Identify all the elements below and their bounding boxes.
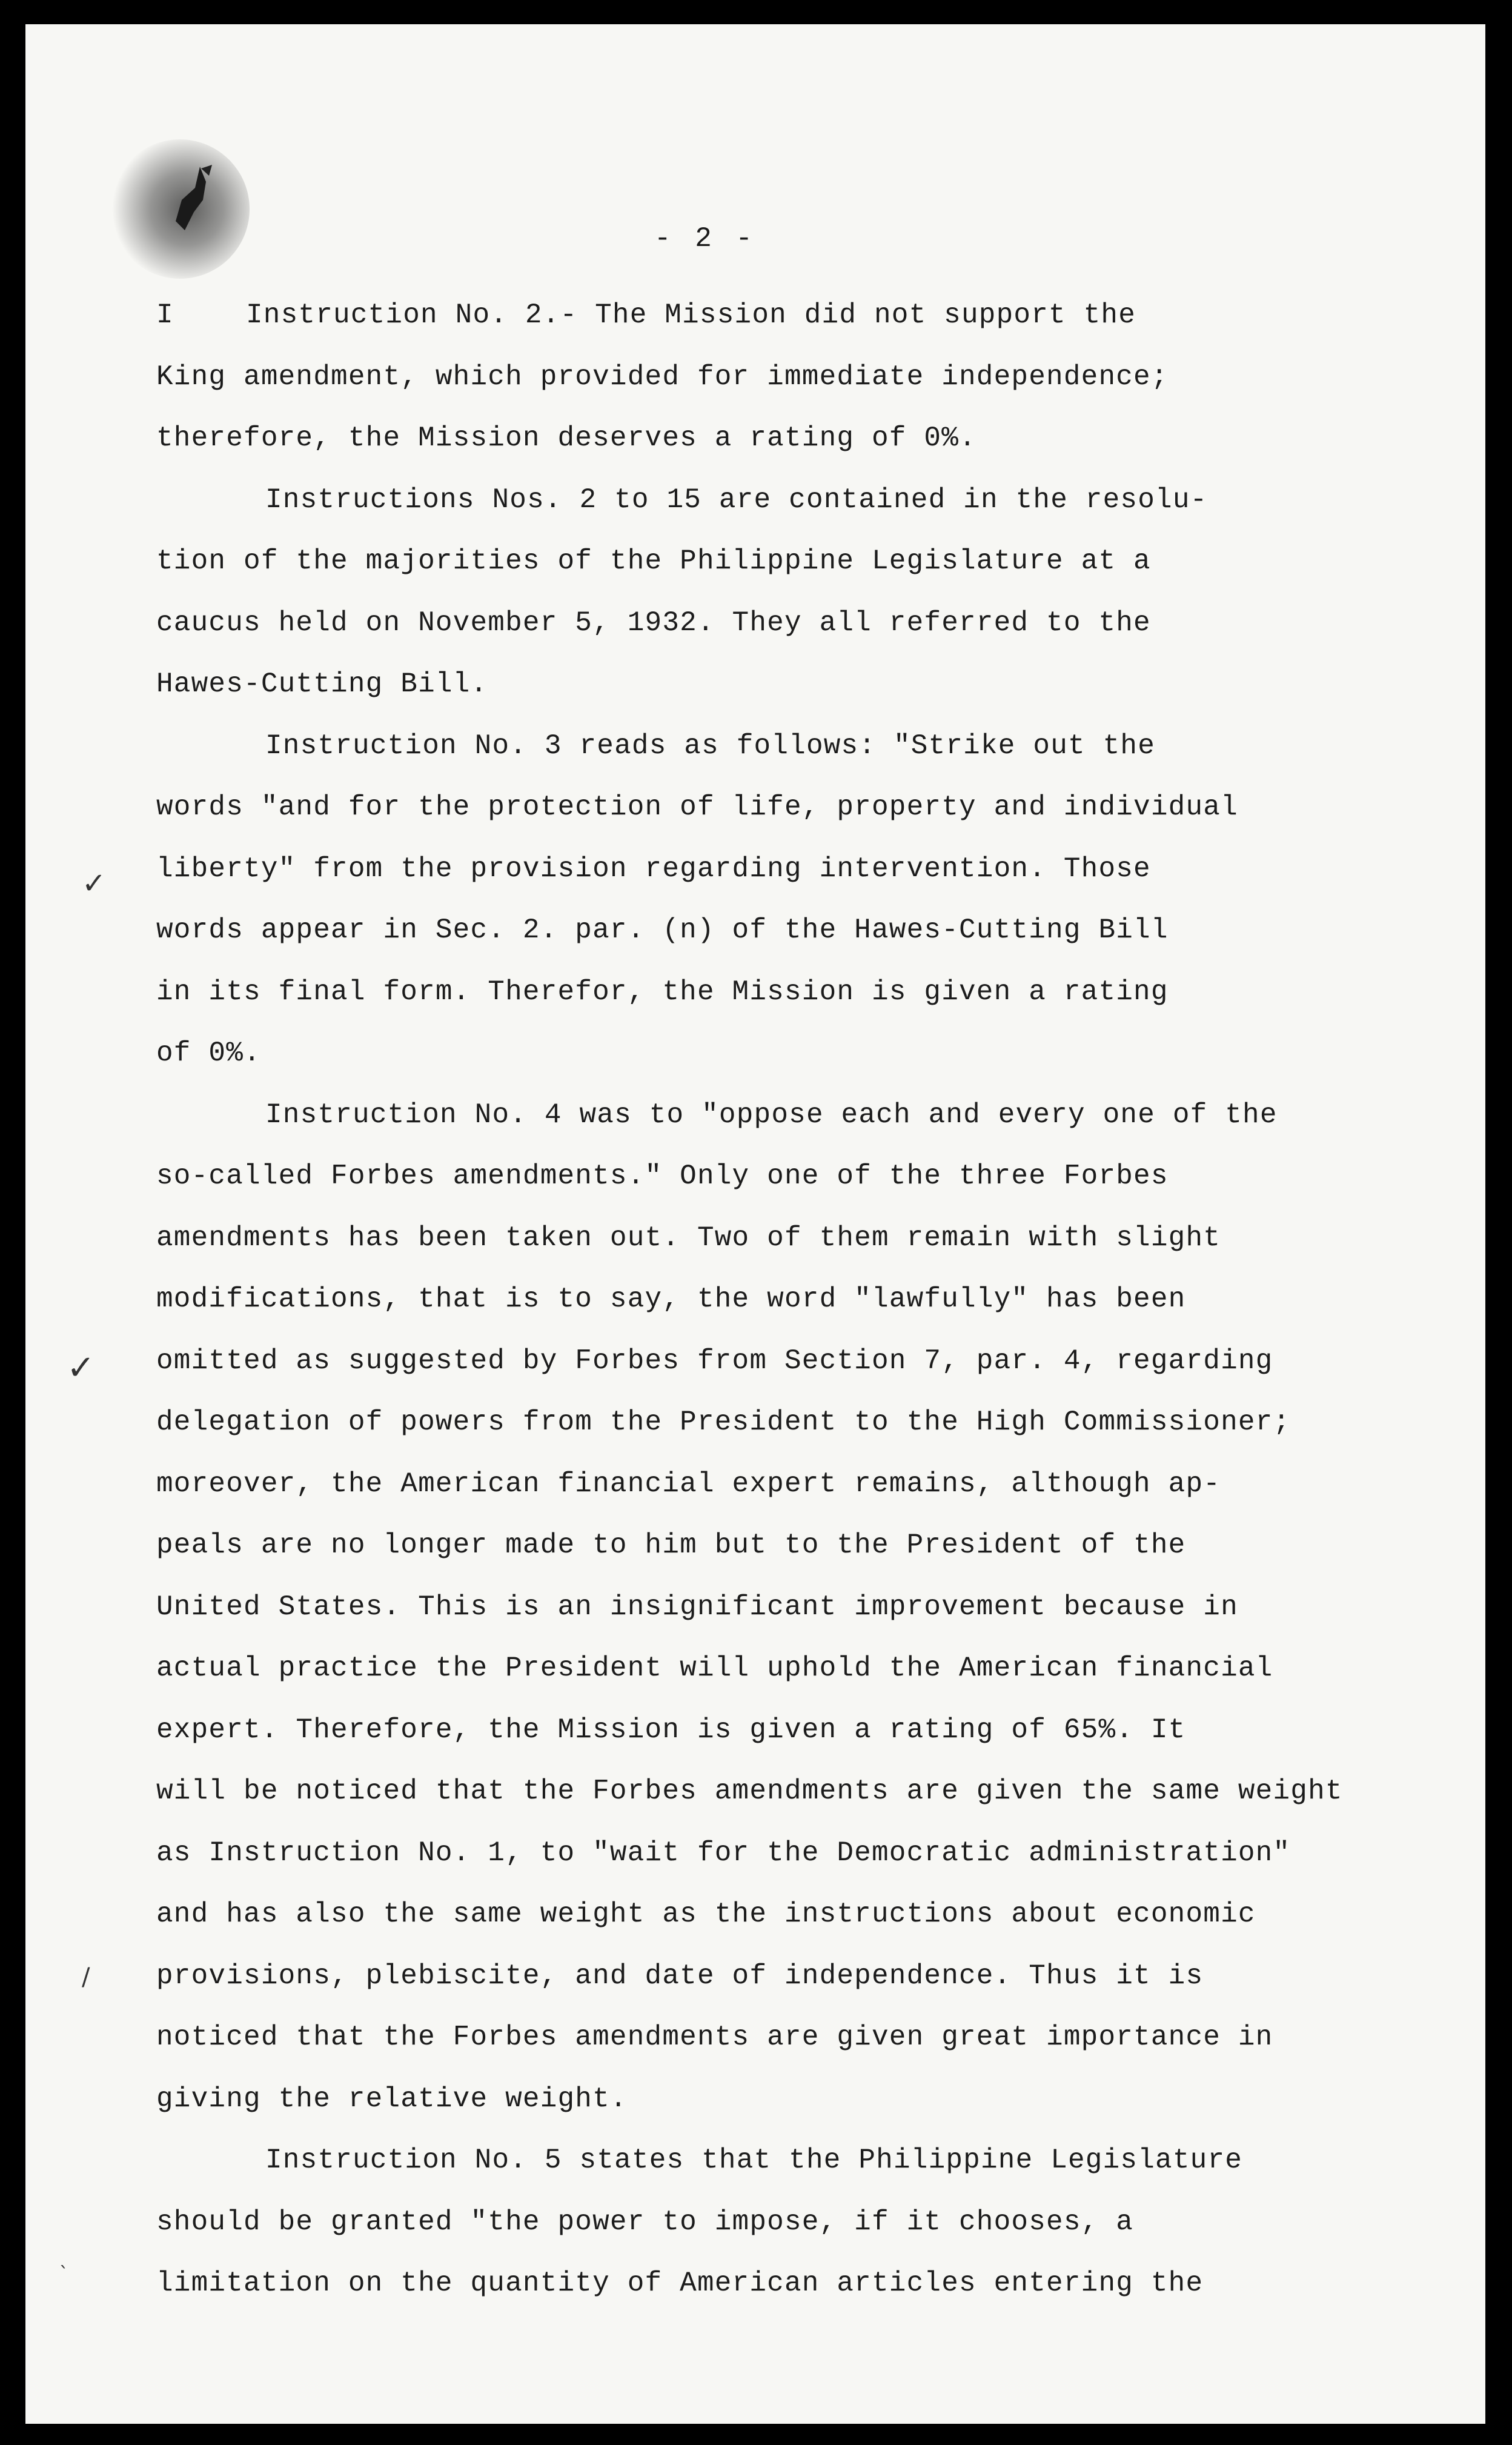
text-line: omitted as suggested by Forbes from Section 7, par. 4, regarding (156, 1345, 1273, 1377)
text-line: King amendment, which provided for immediate independence; (156, 361, 1169, 393)
text-line: noticed that the Forbes amendments are given great importance in (156, 2021, 1273, 2053)
paragraph-3 (156, 716, 1404, 1085)
text-line: modifications, that is to say, the word "lawfully" has been (156, 1283, 1186, 1315)
text-line: so-called Forbes amendments." Only one of the three Forbes (156, 1160, 1169, 1192)
text-line: amendments has been taken out. Two of them remain with slight (156, 1222, 1221, 1254)
text-line: Hawes-Cutting Bill. (156, 668, 488, 700)
paragraph-4 (156, 1085, 1404, 2131)
text-line: delegation of powers from the President to the High Commissioner; (156, 1406, 1291, 1438)
text-line: and has also the same weight as the instructions about economic (156, 1898, 1256, 1930)
text-line: peals are no longer made to him but to the President of the (156, 1529, 1186, 1561)
margin-roman-numeral: I (156, 299, 174, 331)
text-line: will be noticed that the Forbes amendments are given the same weight (156, 1775, 1343, 1807)
text-line: therefore, the Mission deserves a rating of 0%. (156, 422, 976, 454)
document-body (156, 285, 1404, 2315)
text-line: United States. This is an insignificant improvement because in (156, 1591, 1238, 1623)
text-line: tion of the majorities of the Philippine Legislature at a (156, 545, 1151, 577)
text-line: actual practice the President will uphold the American financial (156, 1652, 1273, 1684)
margin-pencil-mark: / (82, 1963, 90, 1991)
paragraph-2 (156, 470, 1404, 716)
text-line: giving the relative weight. (156, 2083, 628, 2115)
text-line: in its final form. Therefor, the Mission is given a rating (156, 976, 1169, 1008)
scan-border-right (1485, 0, 1512, 2445)
scan-border-left (0, 0, 25, 2445)
text-line: Instructions Nos. 2 to 15 are contained in the resolu- (265, 484, 1208, 516)
text-line: limitation on the quantity of American articles entering the (156, 2267, 1204, 2299)
text-line: moreover, the American financial expert remains, although ap- (156, 1468, 1221, 1500)
text-line: Instruction No. 5 states that the Philippine Legislature (265, 2144, 1243, 2176)
text-line: words appear in Sec. 2. par. (n) of the Hawes-Cutting Bill (156, 914, 1169, 946)
page-number: - 2 - (654, 223, 757, 254)
ink-smudge-mark (164, 164, 218, 242)
text-line: of 0%. (156, 1037, 261, 1069)
text-line: words "and for the protection of life, property and individual (156, 791, 1238, 823)
text-line: should be granted "the power to impose, if it chooses, a (156, 2206, 1134, 2238)
text-line: caucus held on November 5, 1932. They all referred to the (156, 607, 1151, 639)
text-line: Instruction No. 4 was to "oppose each and every one of the (265, 1099, 1278, 1131)
paragraph-5 (156, 2130, 1404, 2315)
text-line: provisions, plebiscite, and date of independence. Thus it is (156, 1960, 1204, 1992)
margin-check-mark: ✓ (67, 1348, 95, 1388)
text-line: as Instruction No. 1, to "wait for the Democratic administration" (156, 1837, 1291, 1869)
margin-pencil-mark: ` (59, 2263, 68, 2284)
text-line: expert. Therefore, the Mission is given a rating of 65%. It (156, 1714, 1186, 1746)
text-line: I Instruction No. 2.- The Mission did not support the (156, 285, 1404, 347)
margin-check-mark: ✓ (82, 867, 107, 900)
text-line: liberty" from the provision regarding intervention. Those (156, 853, 1151, 885)
text-line: Instruction No. 3 reads as follows: "Strike out the (265, 730, 1156, 762)
paragraph-1 (156, 285, 1404, 470)
